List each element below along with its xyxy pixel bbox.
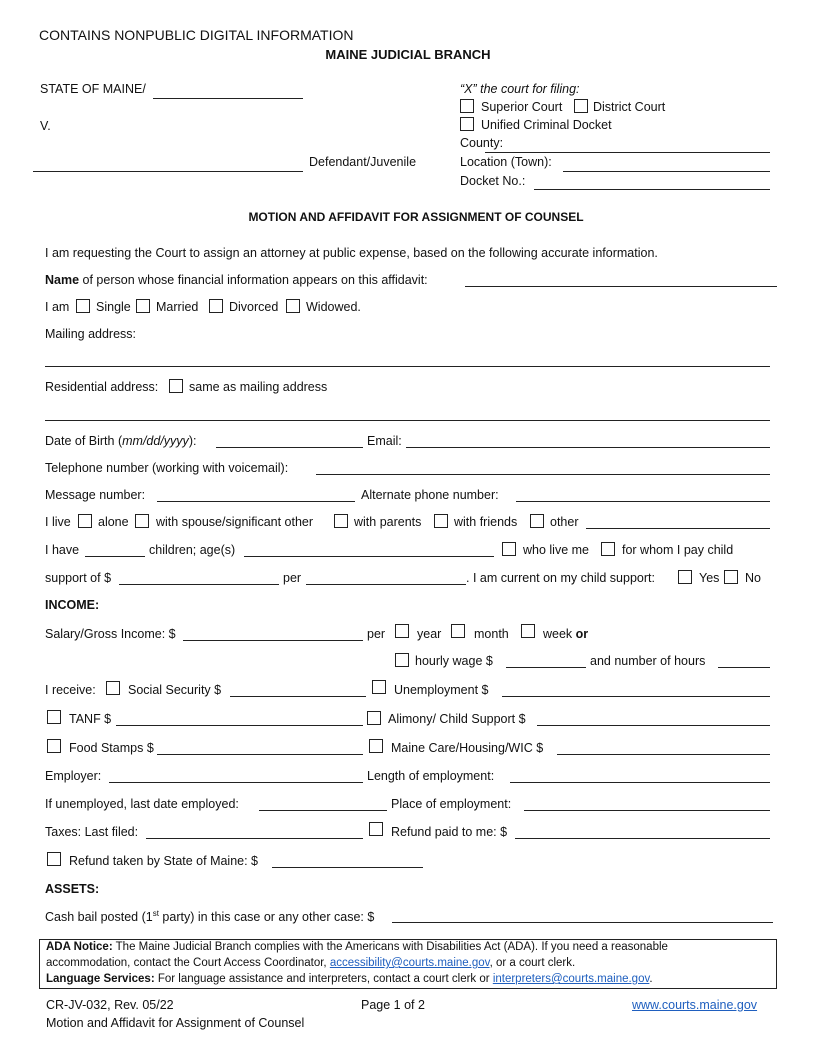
form-name: Motion and Affidavit for Assignment of Counsel [46,1016,305,1030]
unified-docket-label: Unified Criminal Docket [481,118,612,132]
unemployed-label: If unemployed, last date employed: [45,797,239,811]
pay-child-checkbox[interactable] [601,542,615,556]
alimony-field[interactable] [537,725,770,726]
who-live-checkbox[interactable] [502,542,516,556]
hours-field[interactable] [718,667,770,668]
location-label: Location (Town): [460,155,552,169]
support-period-field[interactable] [306,584,466,585]
telephone-field[interactable] [316,474,770,475]
court-instruction: “X” the court for filing: [460,82,580,96]
spouse-checkbox[interactable] [135,514,149,528]
alternate-label: Alternate phone number: [361,488,499,502]
versus-label: V. [40,119,51,133]
mainecare-field[interactable] [557,754,770,755]
single-label: Single [96,300,131,314]
parents-label: with parents [354,515,422,529]
widowed-label: Widowed. [306,300,361,314]
state-label: STATE OF MAINE/ [40,82,146,96]
email-field[interactable] [406,447,770,448]
length-field[interactable] [510,782,770,783]
marital-prefix: I am [45,300,70,314]
parents-checkbox[interactable] [334,514,348,528]
receive-label: I receive: [45,683,96,697]
form-number: CR-JV-032, Rev. 05/22 [46,998,174,1012]
children-label: children; age(s) [149,543,236,557]
unemployment-label: Unemployment $ [394,683,489,697]
accessibility-email-link[interactable]: accessibility@courts.maine.gov [329,957,490,969]
message-field[interactable] [157,501,355,502]
divorced-checkbox[interactable] [209,299,223,313]
branch-title: MAINE JUDICIAL BRANCH [325,47,491,62]
support-amount-field[interactable] [119,584,279,585]
hourly-checkbox[interactable] [395,653,409,667]
county-field[interactable] [485,152,770,153]
income-heading: INCOME: [45,598,100,612]
social-security-checkbox[interactable] [106,681,120,695]
hourly-field[interactable] [506,667,586,668]
tanf-field[interactable] [116,725,363,726]
have-label: I have [45,543,80,557]
support-current-label: . I am current on my child support: [466,571,655,585]
state-field[interactable] [153,98,303,99]
refund-me-label: Refund paid to me: $ [391,825,508,839]
spouse-label: with spouse/significant other [156,515,314,529]
support-yes-label: Yes [699,571,720,585]
social-security-label: Social Security $ [128,683,222,697]
place-label: Place of employment: [391,797,512,811]
taxes-label: Taxes: Last filed: [45,825,139,839]
mainecare-checkbox[interactable] [369,739,383,753]
who-live-label: who live me [523,543,589,557]
year-checkbox[interactable] [395,624,409,638]
nonpublic-notice: CONTAINS NONPUBLIC DIGITAL INFORMATION [39,27,354,43]
support-label: support of $ [45,571,112,585]
divorced-label: Divorced [229,300,279,314]
same-as-mailing-label: same as mailing address [189,380,328,394]
dob-field[interactable] [216,447,363,448]
food-stamps-field[interactable] [157,754,363,755]
mailing-field[interactable] [45,366,770,367]
other-label: other [550,515,579,529]
tanf-checkbox[interactable] [47,710,61,724]
tanf-label: TANF $ [69,712,112,726]
hours-label: and number of hours [590,654,706,668]
married-checkbox[interactable] [136,299,150,313]
dob-label: Date of Birth (mm/dd/yyyy): [45,434,197,448]
cash-bail-field[interactable] [392,922,773,923]
intro-text: I am requesting the Court to assign an attorney at public expense, based on the following accurate information. [45,246,658,260]
county-label: County: [460,136,504,150]
widowed-checkbox[interactable] [286,299,300,313]
employer-label: Employer: [45,769,102,783]
refund-state-field[interactable] [272,867,423,868]
support-yes-checkbox[interactable] [678,570,692,584]
ada-notice-box: ADA Notice: The Maine Judicial Branch complies with the Americans with Disabilities Act (ADA). If you need a reasonable accommodation, contact the Court Access Coordinator, accessibility@courts.maine.gov, or a court clerk. Language Services: For language assistance and interpreters, contact a court clerk or interpreters@courts.maine.gov. [39,939,777,989]
children-count-field[interactable] [85,556,145,557]
unemployed-field[interactable] [259,810,387,811]
interpreters-email-link[interactable]: interpreters@courts.maine.gov [492,973,650,985]
name-field[interactable] [465,286,777,287]
support-per-label: per [283,571,302,585]
docket-field[interactable] [534,189,770,190]
mailing-label: Mailing address: [45,327,137,341]
refund-state-label: Refund taken by State of Maine: $ [69,854,259,868]
other-checkbox[interactable] [530,514,544,528]
docket-label: Docket No.: [460,174,526,188]
employer-field[interactable] [109,782,363,783]
salary-label: Salary/Gross Income: $ [45,627,176,641]
children-ages-field[interactable] [244,556,494,557]
social-security-field[interactable] [230,696,366,697]
refund-state-checkbox[interactable] [47,852,61,866]
support-no-label: No [745,571,761,585]
superior-court-label: Superior Court [481,100,563,114]
alone-checkbox[interactable] [78,514,92,528]
unemployment-field[interactable] [502,696,770,697]
week-label: week or [543,627,589,641]
month-checkbox[interactable] [451,624,465,638]
length-label: Length of employment: [367,769,495,783]
page-number: Page 1 of 2 [361,998,425,1012]
district-court-checkbox[interactable] [574,99,588,113]
year-label: year [417,627,442,641]
unified-docket-checkbox[interactable] [460,117,474,131]
week-checkbox[interactable] [521,624,535,638]
assets-heading: ASSETS: [45,882,100,896]
superior-court-checkbox[interactable] [460,99,474,113]
salary-field[interactable] [183,640,363,641]
alimony-label: Alimony/ Child Support $ [388,712,526,726]
salary-per-label: per [367,627,386,641]
mainecare-label: Maine Care/Housing/WIC $ [391,741,544,755]
alimony-checkbox[interactable] [367,711,381,725]
live-prefix: I live [45,515,71,529]
refund-me-checkbox[interactable] [369,822,383,836]
location-field[interactable] [563,171,770,172]
residential-label: Residential address: [45,380,159,394]
unemployment-checkbox[interactable] [372,680,386,694]
single-checkbox[interactable] [76,299,90,313]
food-stamps-checkbox[interactable] [47,739,61,753]
same-as-mailing-checkbox[interactable] [169,379,183,393]
place-field[interactable] [524,810,770,811]
food-stamps-label: Food Stamps $ [69,741,154,755]
residential-field[interactable] [45,420,770,421]
married-label: Married [156,300,199,314]
cash-bail-label: Cash bail posted (1st party) in this case or any other case: $ [45,909,375,925]
pay-child-label: for whom I pay child [622,543,734,557]
alternate-field[interactable] [516,501,770,502]
defendant-label: Defendant/Juvenile [309,155,417,169]
website-link[interactable]: www.courts.maine.gov [632,998,758,1012]
defendant-field[interactable] [33,171,303,172]
hourly-label: hourly wage $ [415,654,493,668]
refund-me-field[interactable] [515,838,770,839]
email-label: Email: [367,434,402,448]
telephone-label: Telephone number (working with voicemail): [45,461,289,475]
friends-checkbox[interactable] [434,514,448,528]
other-field[interactable] [586,528,770,529]
support-no-checkbox[interactable] [724,570,738,584]
name-label: Name of person whose financial information appears on this affidavit: [45,273,428,287]
alone-label: alone [98,515,129,529]
friends-label: with friends [454,515,518,529]
taxes-field[interactable] [146,838,363,839]
month-label: month [474,627,509,641]
message-label: Message number: [45,488,146,502]
district-court-label: District Court [593,100,666,114]
form-title: MOTION AND AFFIDAVIT FOR ASSIGNMENT OF COUNSEL [248,210,584,224]
